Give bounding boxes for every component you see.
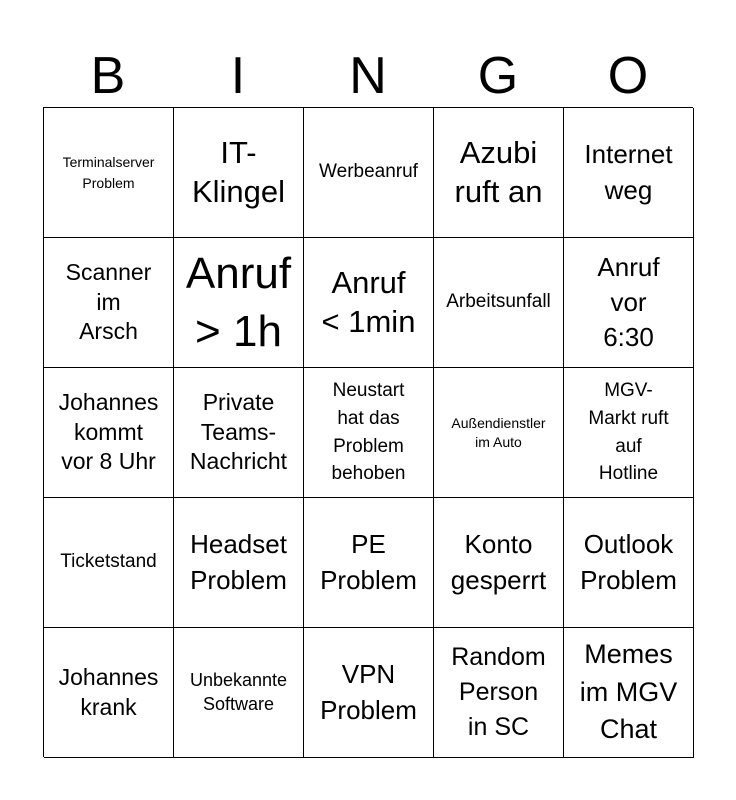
cell-text: PE Problem — [320, 529, 417, 595]
bingo-board — [43, 107, 693, 757]
cell-text: Anruf < 1min — [321, 264, 416, 339]
cell-text: Private Teams- Nachricht — [189, 388, 288, 475]
cell-text: Anruf vor 6:30 — [597, 251, 660, 353]
cell-text: VPN Problem — [320, 659, 417, 725]
cell-text: Scanner im Arsch — [65, 258, 152, 345]
bingo-cell[interactable] — [304, 498, 434, 628]
bingo-cell[interactable] — [304, 108, 434, 238]
header-letter-i: I — [230, 47, 246, 105]
bingo-cell[interactable] — [564, 108, 694, 238]
bingo-cell[interactable] — [564, 238, 694, 368]
bingo-cell[interactable] — [44, 368, 174, 498]
cell-text: Konto gesperrt — [450, 529, 547, 595]
cell-text: Memes im MGV Chat — [579, 638, 678, 745]
bingo-cell[interactable] — [434, 108, 564, 238]
cell-text: Johannes kommt vor 8 Uhr — [58, 388, 159, 475]
bingo-cell[interactable] — [174, 368, 304, 498]
cell-text: MGV- Markt ruft auf Hotline — [588, 380, 669, 485]
cell-text: Outlook Problem — [580, 529, 677, 595]
bingo-header — [43, 44, 693, 108]
bingo-cell[interactable] — [434, 368, 564, 498]
bingo-cell[interactable] — [304, 628, 434, 758]
header-letter-n: N — [349, 47, 387, 105]
bingo-cell[interactable] — [434, 628, 564, 758]
cell-text: Arbeitsunfall — [446, 291, 551, 313]
cell-text: Außendienstler im Auto — [451, 414, 546, 450]
bingo-cell[interactable] — [304, 368, 434, 498]
bingo-cell[interactable] — [174, 238, 304, 368]
header-letter-b: B — [90, 47, 126, 105]
header-letter-g: G — [477, 47, 519, 105]
bingo-cell[interactable] — [564, 368, 694, 498]
cell-text: Neustart hat das Problem behoben — [331, 380, 406, 485]
cell-text: Unbekannte Software — [189, 670, 288, 714]
bingo-cell[interactable] — [564, 628, 694, 758]
bingo-cell[interactable] — [304, 238, 434, 368]
bingo-cell[interactable] — [44, 108, 174, 238]
cell-text: Johannes krank — [58, 663, 159, 720]
bingo-cell[interactable] — [44, 498, 174, 628]
bingo-cell[interactable] — [434, 238, 564, 368]
cell-text: Terminalserver Problem — [62, 153, 155, 191]
cell-text: Ticketstand — [60, 551, 157, 573]
bingo-cell[interactable] — [174, 498, 304, 628]
bingo-cell[interactable] — [174, 108, 304, 238]
cell-text: Werbeanruf — [319, 161, 418, 183]
bingo-cell[interactable] — [44, 238, 174, 368]
bingo-cell[interactable] — [174, 628, 304, 758]
cell-text: Internet weg — [584, 139, 673, 205]
cell-text: Random Person in SC — [451, 643, 546, 741]
cell-text: Headset Problem — [190, 529, 287, 595]
bingo-cell[interactable] — [434, 498, 564, 628]
header-letter-o: O — [607, 47, 649, 105]
bingo-cell[interactable] — [564, 498, 694, 628]
cell-text: Anruf > 1h — [185, 249, 292, 356]
cell-text: Azubi ruft an — [454, 134, 543, 209]
cell-text: IT- Klingel — [191, 134, 286, 209]
bingo-cell[interactable] — [44, 628, 174, 758]
